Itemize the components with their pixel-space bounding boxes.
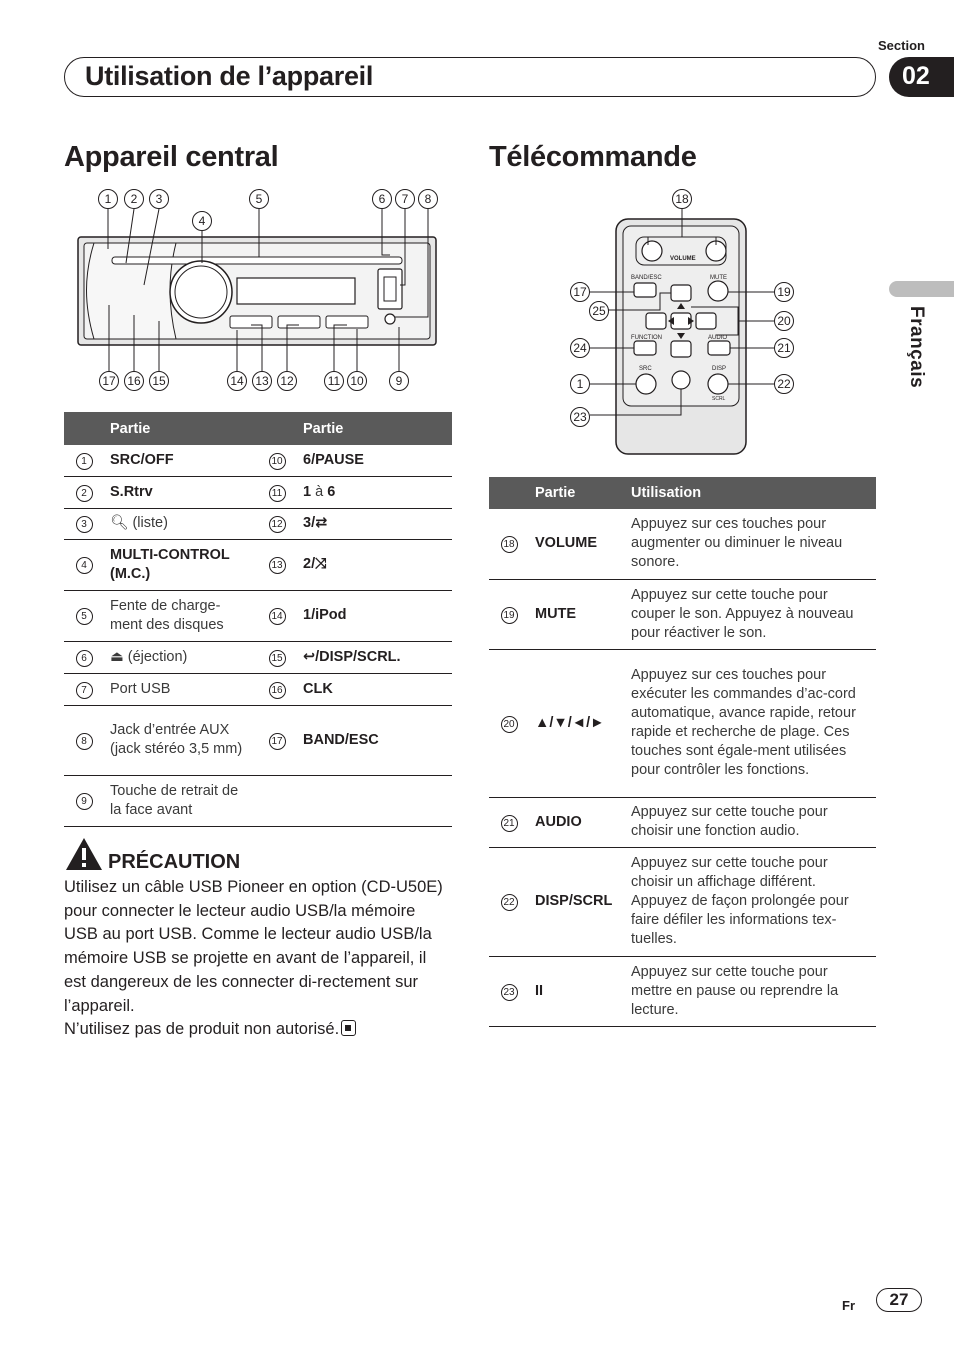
warning-icon	[64, 836, 104, 872]
table-row: 21 AUDIO Appuyez sur cette touche pour choisir une fonction audio.	[489, 797, 876, 847]
callout-12: 12	[277, 371, 297, 391]
callout-8: 8	[418, 189, 438, 209]
callout-11: 11	[324, 371, 344, 391]
table-row: 8 Jack d’entrée AUX (jack stéréo 3,5 mm) 17 BAND/ESC	[64, 705, 452, 775]
table-row: 6 ⏏ (éjection) 15 ↩/DISP/SCRL.	[64, 641, 452, 673]
table-row: 5 Fente de charge-ment des disques 14 1/iPod	[64, 590, 452, 641]
shuffle-icon: ⤨	[315, 556, 327, 572]
eject-icon: ⏏	[110, 648, 124, 665]
footer-lang: Fr	[842, 1298, 855, 1313]
table-header: Partie	[104, 412, 257, 445]
callout-7: 7	[395, 189, 415, 209]
remote-label-mute: MUTE	[710, 275, 727, 281]
table-row: 23 II Appuyez sur cette touche pour mettre en pause ou reprendre la lecture.	[489, 956, 876, 1026]
callout-21: 21	[774, 338, 794, 358]
section-number: 02	[889, 57, 954, 97]
end-mark-icon	[341, 1020, 356, 1036]
remote-label-src: SRC	[639, 366, 652, 372]
table-row: 9 Touche de retrait de la face avant	[64, 775, 452, 826]
table-row: 2 S.Rtrv 11 1 à 6	[64, 476, 452, 508]
page-title: Utilisation de l’appareil	[85, 61, 374, 91]
table-row: 18 VOLUME Appuyez sur ces touches pour augmenter ou diminuer le niveau sonore.	[489, 509, 876, 579]
callout-4: 4	[192, 211, 212, 231]
callout-24: 24	[570, 338, 590, 358]
head-unit-illustration	[64, 185, 454, 395]
table-row: 20 ▲/▼/◄/► Appuyez sur ces touches pour exécuter les commandes d’ac-cord automatique, avance rapide, retour rapide et recherche de plage. Ces touches sont égale-ment utilisées pour contrôler les fonctions.	[489, 649, 876, 797]
callout-14: 14	[227, 371, 247, 391]
callout-25: 25	[589, 301, 609, 321]
head-unit-parts-table	[64, 412, 452, 827]
table-row: 1 SRC/OFF 10 6/PAUSE	[64, 445, 452, 476]
remote-label-volume: VOLUME	[670, 256, 696, 262]
callout-22: 22	[774, 374, 794, 394]
remote-parts-table	[489, 477, 876, 1027]
caution-text: Utilisez un câble USB Pioneer en option (CD-U50E) pour connecter le lecteur audio USB/la mémoire USB au port USB. Comme le lecteur audio USB/la mémoire USB se projette en avant de l’appareil, il est dangereux de les connecter di-rectement sur l’appareil. N’utilisez pas de produit non autorisé.	[64, 878, 443, 1039]
remote-illustration	[560, 185, 810, 460]
callout-1: 1	[98, 189, 118, 209]
callout-17: 17	[99, 371, 119, 391]
callout-13: 13	[252, 371, 272, 391]
table-row: 4 MULTI-CONTROL (M.C.) 13 2/⤨	[64, 539, 452, 590]
callout-1: 1	[570, 374, 590, 394]
callout-3: 3	[149, 189, 169, 209]
remote-label-disp: DISP	[712, 366, 727, 372]
table-row: 3 🔍︎ (liste) 12 3/⇄	[64, 508, 452, 539]
remote-label-function: FUNCTION	[631, 335, 662, 341]
callout-10: 10	[347, 371, 367, 391]
section-label: Section	[878, 38, 925, 53]
table-header: Utilisation	[625, 477, 876, 509]
callout-18: 18	[672, 189, 692, 209]
callout-16: 16	[124, 371, 144, 391]
callout-19: 19	[774, 282, 794, 302]
table-header: Partie	[297, 412, 452, 445]
table-row: 7 Port USB 16 CLK	[64, 673, 452, 705]
language-tab	[889, 281, 954, 297]
remote-label-audio: AUDIO	[708, 335, 728, 341]
table-header: Partie	[529, 477, 625, 509]
table-row: 19 MUTE Appuyez sur cette touche pour couper le son. Appuyez à nouveau pour réactiver le son.	[489, 579, 876, 649]
callout-17: 17	[570, 282, 590, 302]
remote-label-scrl: SCRL	[712, 396, 726, 402]
callout-20: 20	[774, 311, 794, 331]
heading-remote: Télécommande	[489, 141, 697, 173]
callout-2: 2	[124, 189, 144, 209]
page-number: 27	[876, 1288, 922, 1312]
remote-label-band: BAND/ESC	[631, 275, 662, 281]
repeat-icon: ⇄	[315, 515, 328, 531]
search-icon: 🔍︎	[110, 515, 129, 531]
header-bar	[64, 57, 876, 97]
language-label: Français	[906, 306, 927, 389]
callout-5: 5	[249, 189, 269, 209]
callout-23: 23	[570, 407, 590, 427]
table-row: 22 DISP/SCRL Appuyez sur cette touche pour choisir un affichage différent. Appuyez de façon prolongée pour faire défiler les informations tex-tuelles.	[489, 847, 876, 956]
heading-head-unit: Appareil central	[64, 141, 279, 173]
callout-9: 9	[389, 371, 409, 391]
caution-title: PRÉCAUTION	[108, 851, 241, 873]
callout-6: 6	[372, 189, 392, 209]
callout-15: 15	[149, 371, 169, 391]
return-icon: ↩	[303, 648, 316, 665]
